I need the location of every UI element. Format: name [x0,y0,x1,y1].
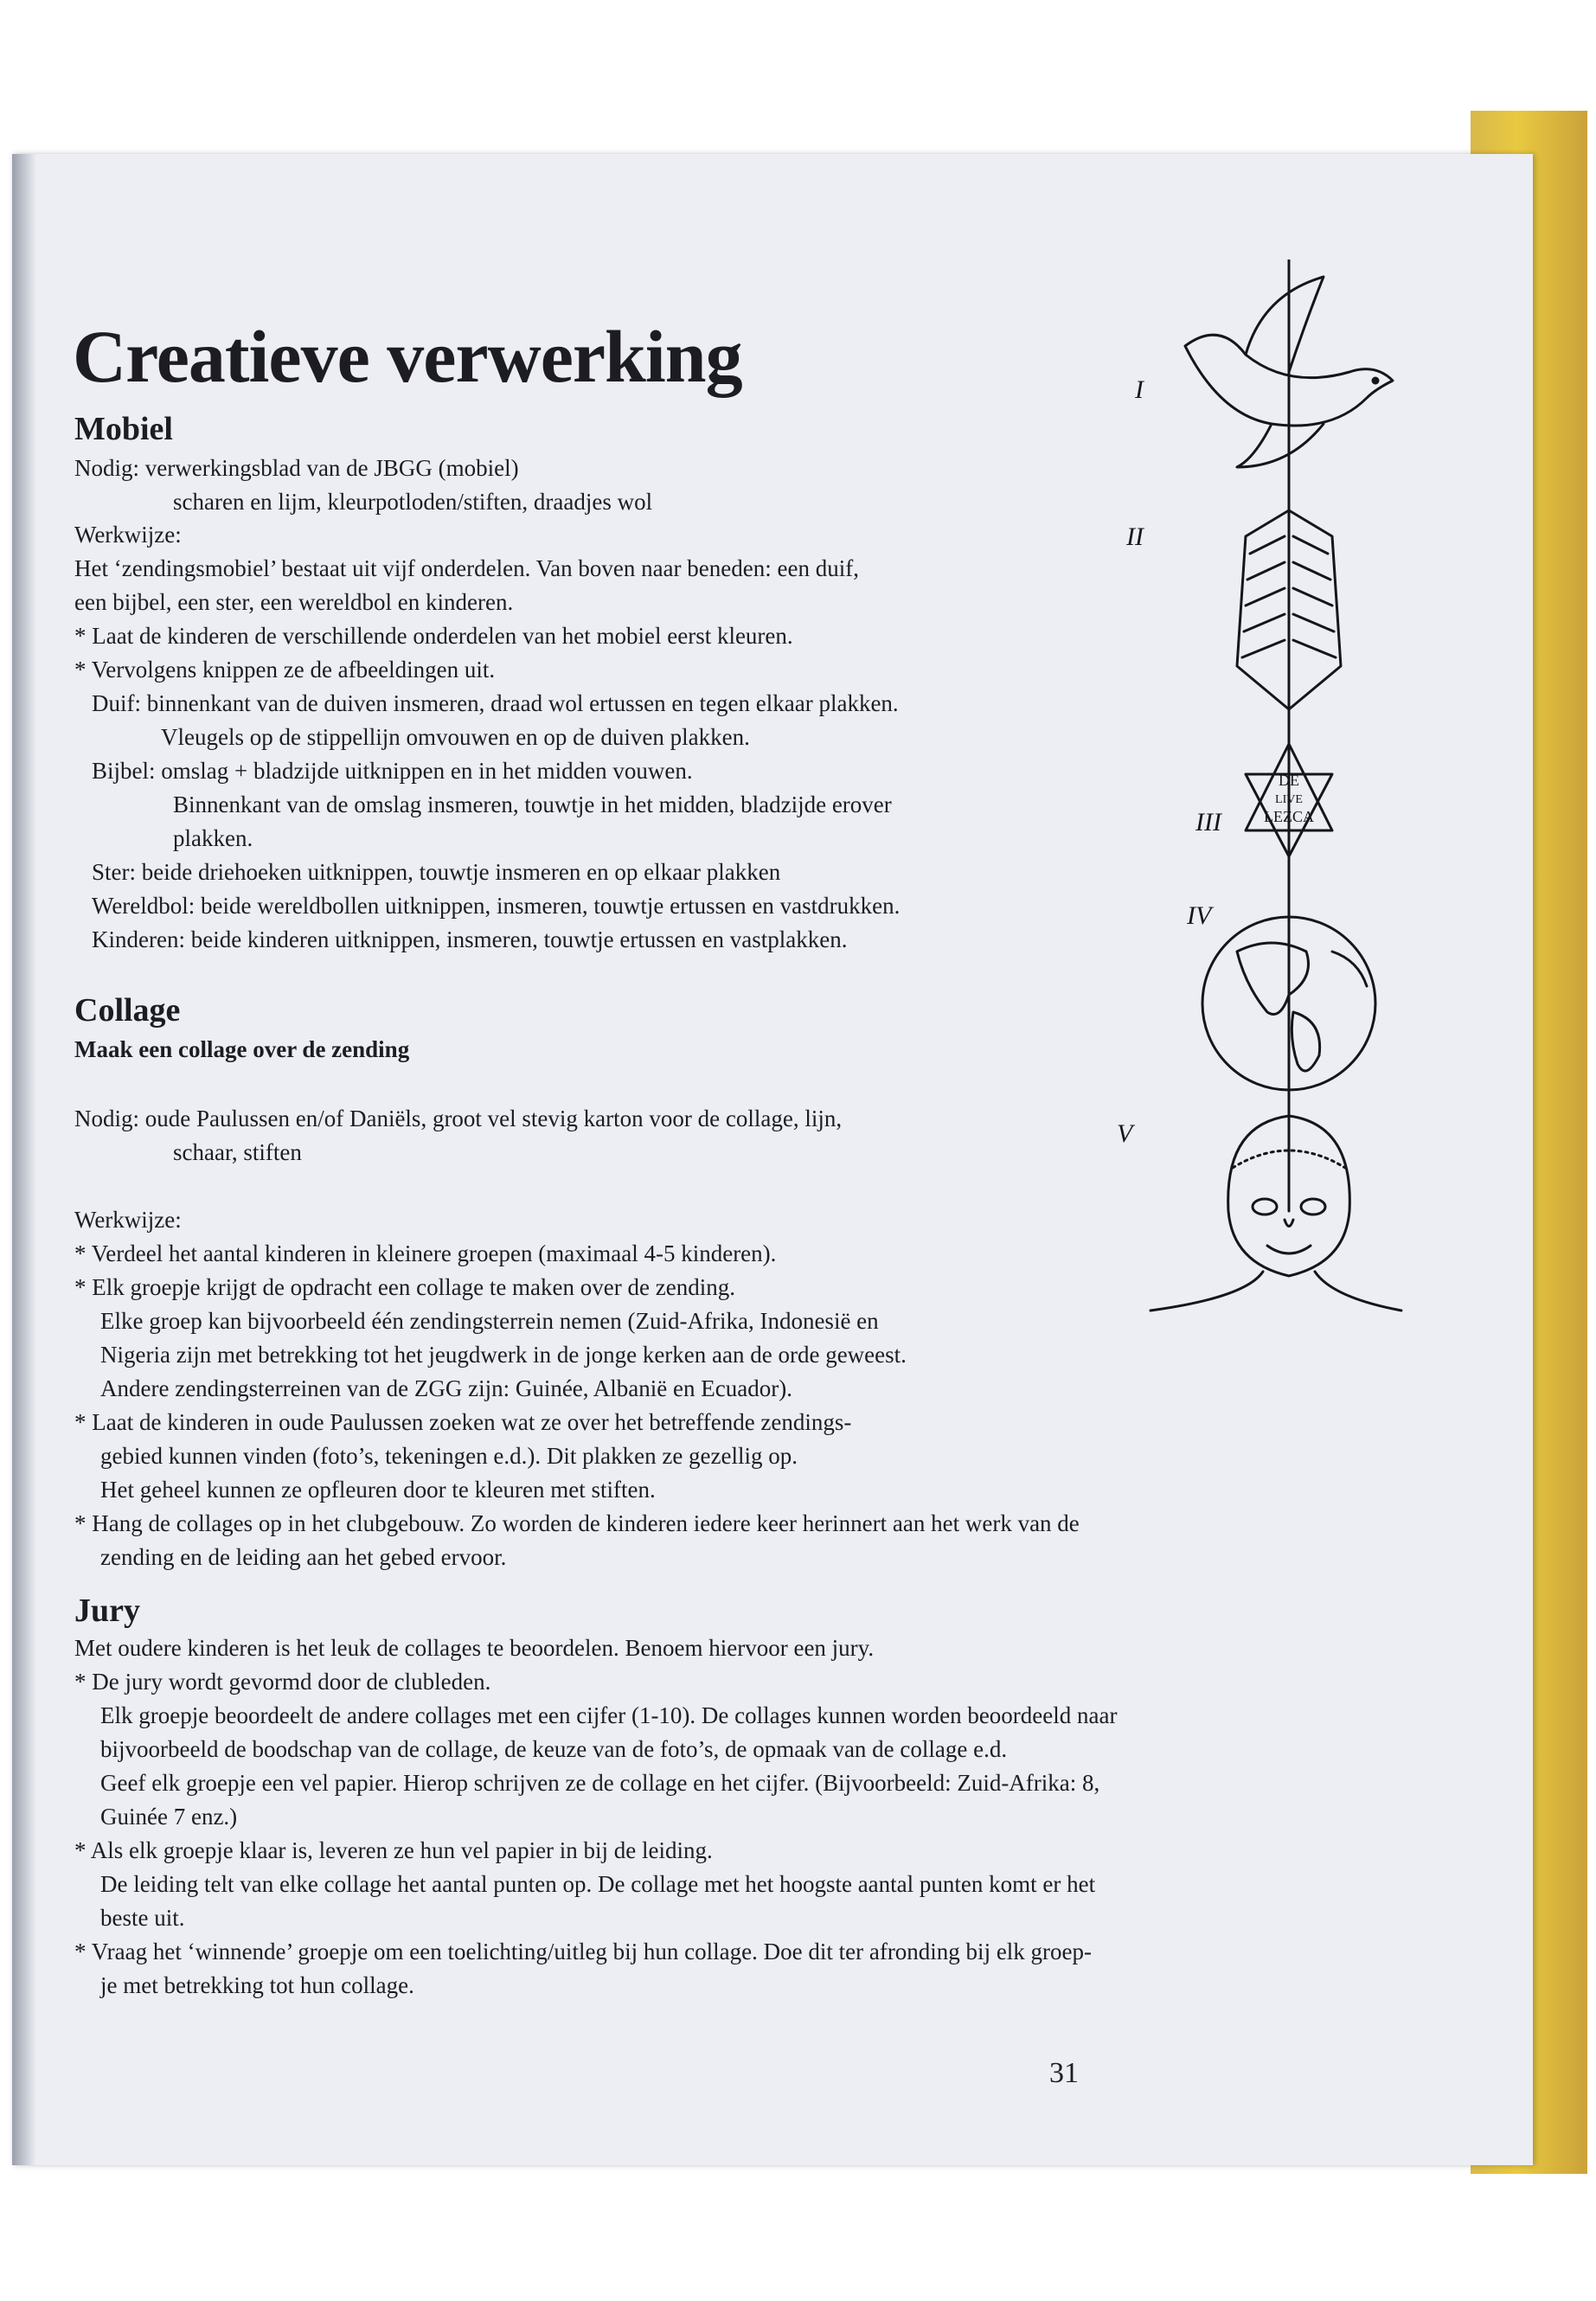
mobiel-line: Bijbel: omslag + bladzijde uitknippen en in het midden vouwen. [92,758,693,784]
collage-line: * Hang de collages op in het clubgebouw. Zo worden de kinderen iedere keer herinnert aan het werk van de [74,1510,1080,1536]
mobiel-line: Wereldbol: beide wereldbollen uitknippen, insmeren, touwtje ertussen en vastdrukken. [92,893,901,919]
bible-icon [1237,510,1341,709]
spine-shadow [12,154,36,2165]
mobiel-line: Werkwijze: [74,522,182,548]
jury-line: Met oudere kinderen is het leuk de collages te beoordelen. Benoem hiervoor een jury. [74,1635,875,1661]
label-3: III [1195,808,1221,836]
mobiel-line: Binnenkant van de omslag insmeren, touwtje in het midden, bladzijde erover [173,792,892,817]
label-2: II [1126,522,1144,551]
mobiel-line: Duif: binnenkant van de duiven insmeren, draad wol ertussen en tegen elkaar plakken. [92,690,899,716]
collage-line: * Verdeel het aantal kinderen in kleinere groepen (maximaal 4-5 kinderen). [74,1240,777,1266]
mobiel-line: een bijbel, een ster, een wereldbol en kinderen. [74,589,514,615]
mobile-illustration [1116,260,1427,1488]
mobiel-line: plakken. [173,825,253,851]
jury-line: bijvoorbeeld de boodschap van de collage, de keuze van de foto’s, de opmaak van de collage e.d. [100,1736,1008,1762]
label-5: V [1117,1119,1133,1148]
jury-line: Geef elk groepje een vel papier. Hierop schrijven ze de collage en het cijfer. (Bijvoorbeeld: Zuid-Afrika: 8, [100,1770,1100,1796]
jury-line: * Als elk groepje klaar is, leveren ze hun vel papier in bij de leiding. [74,1837,713,1863]
collage-line: schaar, stiften [173,1139,302,1165]
page-title: Creatieve verwerking [73,315,742,398]
mobiel-line: Ster: beide driehoeken uitknippen, touwtje insmeren en op elkaar plakken [92,859,781,885]
star-text: DE [1279,772,1299,789]
mobiel-line: * Laat de kinderen de verschillende onderdelen van het mobiel eerst kleuren. [74,623,793,649]
jury-line: Guinée 7 enz.) [100,1804,238,1830]
jury-line: beste uit. [100,1905,185,1931]
section-heading-jury: Jury [74,1593,140,1629]
collage-line: Werkwijze: [74,1207,182,1233]
jury-line: * Vraag het ‘winnende’ groepje om een toelichting/uitleg bij hun collage. Doe dit ter afronding bij elk groep- [74,1939,1093,1965]
mobiel-line: Kinderen: beide kinderen uitknippen, insmeren, touwtje ertussen en vastplakken. [92,926,848,952]
label-4: IV [1187,901,1212,930]
mobiel-line: Vleugels op de stippellijn omvouwen en op de duiven plakken. [161,724,750,750]
collage-line: Nigeria zijn met betrekking tot het jeugdwerk in de jonge kerken aan de orde geweest. [100,1342,907,1368]
mobiel-line: Nodig: verwerkingsblad van de JBGG (mobiel) [74,455,519,481]
collage-line: * Elk groepje krijgt de opdracht een collage te maken over de zending. [74,1274,735,1300]
page-number: 31 [1049,2057,1079,2089]
jury-line: * De jury wordt gevormd door de clubleden. [74,1669,491,1695]
collage-line: zending en de leiding aan het gebed ervoor. [100,1544,507,1570]
section-heading-mobiel: Mobiel [74,411,173,447]
collage-line: * Laat de kinderen in oude Paulussen zoeken wat ze over het betreffende zendings- [74,1409,852,1435]
jury-line: Elk groepje beoordeelt de andere collages met een cijfer (1-10). De collages kunnen worden beoordeeld naar [100,1702,1118,1728]
label-1: I [1135,375,1144,404]
section-heading-collage: Collage [74,992,181,1029]
mobiel-line: Het ‘zendingsmobiel’ bestaat uit vijf onderdelen. Van boven naar beneden: een duif, [74,555,859,581]
star-text: LEZCA [1264,808,1314,825]
collage-line: Het geheel kunnen ze opfleuren door te kleuren met stiften. [100,1477,656,1503]
collage-line: Nodig: oude Paulussen en/of Daniëls, groot vel stevig karton voor de collage, lijn, [74,1106,843,1131]
child-icon [1151,1116,1401,1311]
collage-line: Andere zendingsterreinen van de ZGG zijn: Guinée, Albanië en Ecuador). [100,1375,792,1401]
star-text: LIVE [1275,793,1303,806]
collage-line: Elke groep kan bijvoorbeeld één zendingsterrein nemen (Zuid-Afrika, Indonesië en [100,1308,879,1334]
collage-line: gebied kunnen vinden (foto’s, tekeningen e.d.). Dit plakken ze gezellig op. [100,1443,798,1469]
jury-line: De leiding telt van elke collage het aantal punten op. De collage met het hoogste aantal punten komt er het [100,1871,1096,1897]
mobiel-line: * Vervolgens knippen ze de afbeeldingen uit. [74,657,496,683]
mobiel-line: scharen en lijm, kleurpotloden/stiften, draadjes wol [173,489,653,515]
jury-line: je met betrekking tot hun collage. [100,1972,414,1998]
collage-subheading: Maak een collage over de zending [74,1036,410,1062]
